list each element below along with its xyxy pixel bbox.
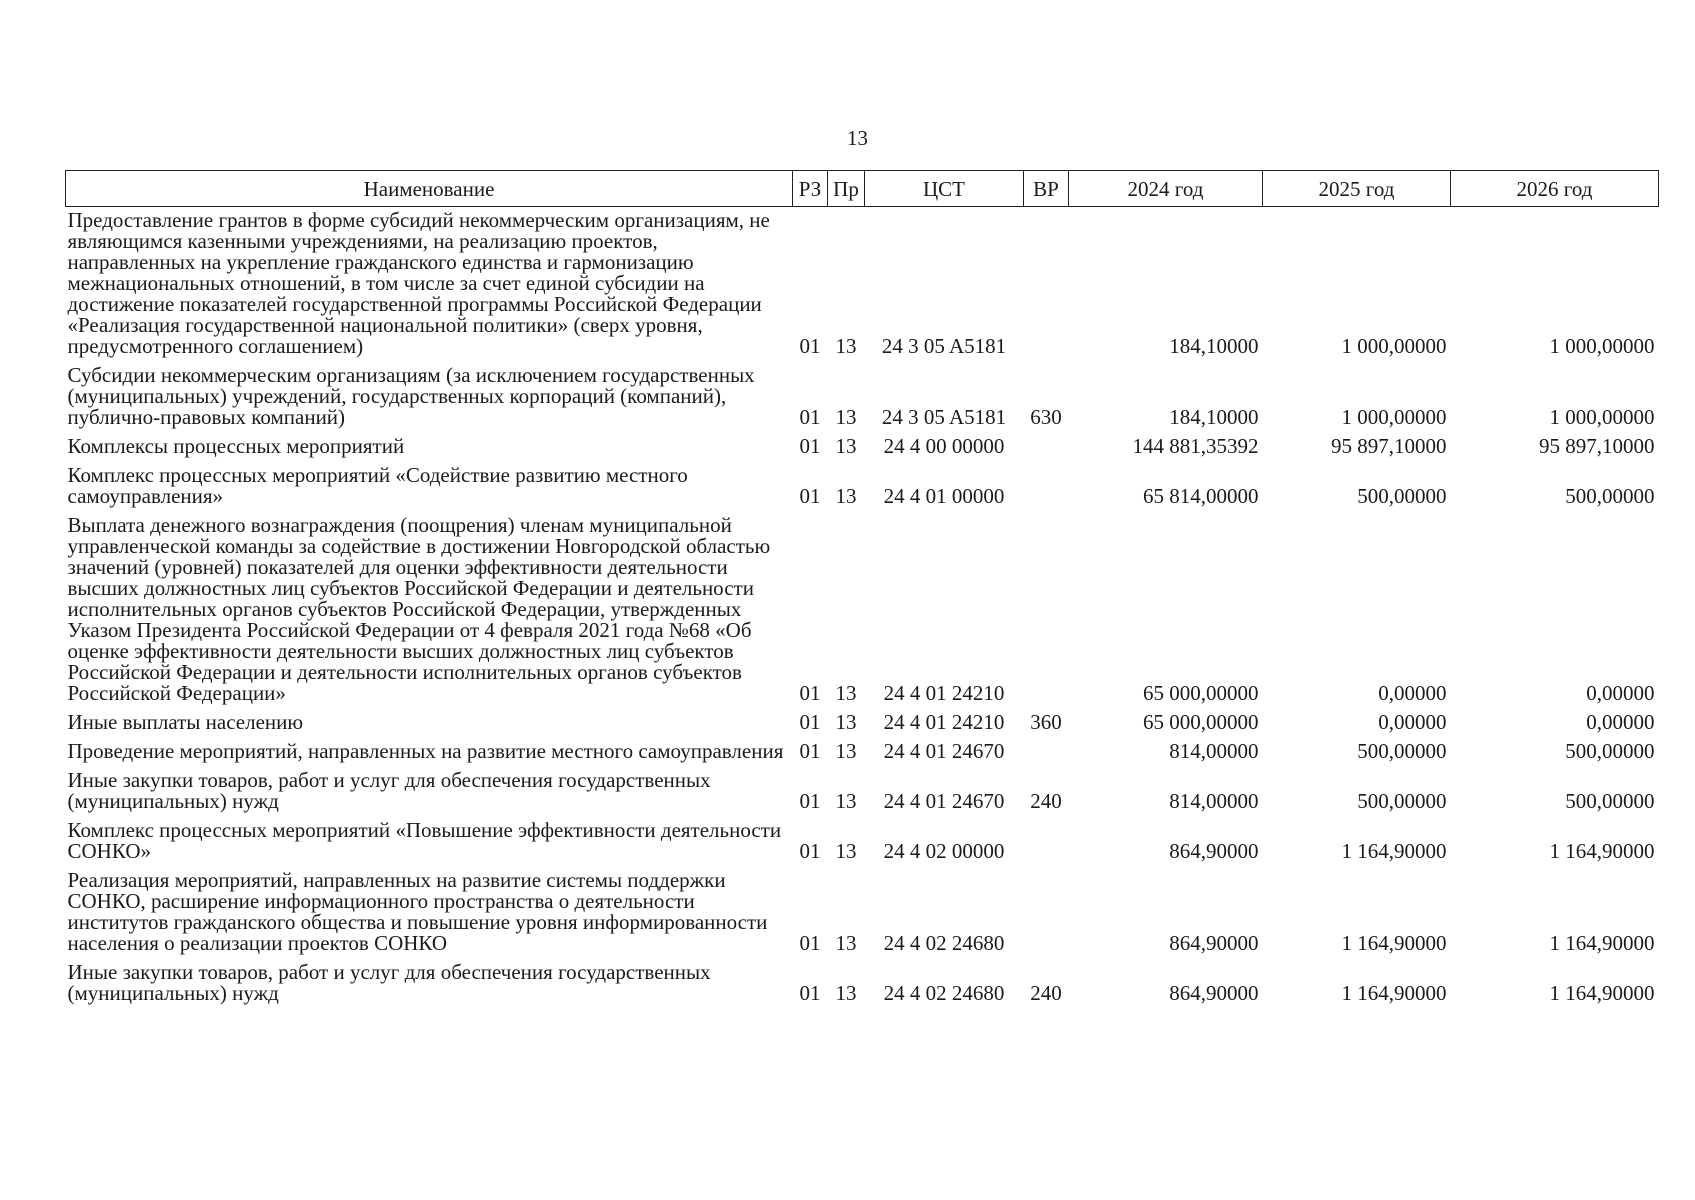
row-name: Иные выплаты населению xyxy=(67,710,304,734)
row-2025: 0,00000 xyxy=(1378,710,1447,734)
row-pr: 13 xyxy=(835,931,857,955)
row-cst: 24 4 01 24210 xyxy=(883,681,1005,705)
row-2024: 184,10000 xyxy=(1169,334,1259,358)
row-rz: 01 xyxy=(799,484,821,508)
row-name: Комплекс процессных мероприятий «Содействие развитию местного самоуправления» xyxy=(67,463,688,508)
header-rz: РЗ xyxy=(793,171,828,207)
header-cst: ЦСТ xyxy=(865,171,1024,207)
row-2025: 500,00000 xyxy=(1357,484,1447,508)
row-cst: 24 4 02 24680 xyxy=(883,931,1005,955)
row-2024: 65 000,00000 xyxy=(1143,681,1259,705)
row-vr xyxy=(1024,863,1069,955)
row-2025: 500,00000 xyxy=(1357,789,1447,813)
row-2025: 1 164,90000 xyxy=(1341,839,1447,863)
row-pr: 13 xyxy=(835,739,857,763)
row-2026: 500,00000 xyxy=(1565,739,1655,763)
row-cst: 24 4 01 24670 xyxy=(883,789,1005,813)
row-name: Иные закупки товаров, работ и услуг для обеспечения государственных (муниципальных) нужд xyxy=(67,960,711,1005)
row-2025: 1 000,00000 xyxy=(1341,405,1447,429)
row-2026: 95 897,10000 xyxy=(1539,434,1655,458)
row-vr xyxy=(1024,458,1069,508)
row-2024: 814,00000 xyxy=(1169,739,1259,763)
row-2024: 65 814,00000 xyxy=(1143,484,1259,508)
table-row xyxy=(66,955,1659,1005)
row-2025: 0,00000 xyxy=(1378,681,1447,705)
table-row xyxy=(66,734,1659,763)
row-vr xyxy=(1024,813,1069,863)
row-name: Комплексы процессных мероприятий xyxy=(67,434,405,458)
row-vr: 630 xyxy=(1030,405,1062,429)
row-name: Предоставление грантов в форме субсидий некоммерческим организациям, не являющимся казенными учреждениями, на реализацию проектов, направленных на укрепление гражданского единства и гармонизацию межнациональных отношений, в том числе за счет единой субсидии на достижение показателей государственной программы Российской Федерации «Реализация государственной национальной политики» (сверх уровня, предусмотренного соглашением) xyxy=(67,208,770,358)
row-2024: 864,90000 xyxy=(1169,981,1259,1005)
row-2024: 144 881,35392 xyxy=(1132,434,1259,458)
row-2026: 1 000,00000 xyxy=(1549,405,1655,429)
row-name: Комплекс процессных мероприятий «Повышение эффективности деятельности СОНКО» xyxy=(67,818,782,863)
table-row xyxy=(66,863,1659,955)
row-rz: 01 xyxy=(799,739,821,763)
table-row xyxy=(66,458,1659,508)
table-row xyxy=(66,207,1659,359)
budget-table xyxy=(65,170,1659,1005)
row-2026: 1 164,90000 xyxy=(1549,839,1655,863)
row-2026: 500,00000 xyxy=(1565,789,1655,813)
row-name: Субсидии некоммерческим организациям (за исключением государственных (муниципальных) учреждений, государственных корпораций (компаний), публично-правовых компаний) xyxy=(67,363,755,429)
row-rz: 01 xyxy=(799,981,821,1005)
row-rz: 01 xyxy=(799,681,821,705)
row-2026: 1 164,90000 xyxy=(1549,931,1655,955)
row-2026: 1 164,90000 xyxy=(1549,981,1655,1005)
header-pr: Пр xyxy=(828,171,865,207)
table-header-row xyxy=(66,171,1659,207)
row-vr: 240 xyxy=(1030,981,1062,1005)
row-rz: 01 xyxy=(799,405,821,429)
table-row xyxy=(66,358,1659,429)
row-name: Проведение мероприятий, направленных на развитие местного самоуправления xyxy=(67,739,784,763)
row-2024: 864,90000 xyxy=(1169,839,1259,863)
header-name: Наименование xyxy=(66,171,793,207)
header-2025: 2025 год xyxy=(1263,171,1451,207)
row-rz: 01 xyxy=(799,931,821,955)
row-2025: 1 164,90000 xyxy=(1341,931,1447,955)
row-2024: 814,00000 xyxy=(1169,789,1259,813)
header-2026: 2026 год xyxy=(1451,171,1659,207)
row-name: Иные закупки товаров, работ и услуг для обеспечения государственных (муниципальных) нужд xyxy=(67,768,711,813)
header-2024: 2024 год xyxy=(1069,171,1263,207)
row-rz: 01 xyxy=(799,434,821,458)
row-cst: 24 4 00 00000 xyxy=(883,434,1005,458)
row-cst: 24 4 01 00000 xyxy=(883,484,1005,508)
table-row xyxy=(66,705,1659,734)
table-row xyxy=(66,429,1659,458)
row-pr: 13 xyxy=(835,981,857,1005)
row-2026: 500,00000 xyxy=(1565,484,1655,508)
row-vr: 240 xyxy=(1030,789,1062,813)
row-pr: 13 xyxy=(835,405,857,429)
row-2024: 65 000,00000 xyxy=(1143,710,1259,734)
row-cst: 24 4 02 24680 xyxy=(883,981,1005,1005)
row-2026: 0,00000 xyxy=(1586,710,1655,734)
row-name: Выплата денежного вознаграждения (поощрения) членам муниципальной управленческой команды за содействие в достижении Новгородской областью значений (уровней) показателей для оценки эффективности деятельности высших должностных лиц субъектов Российской Федерации и деятельности исполнительных органов субъектов Российской Федерации, утвержденных Указом Президента Российской Федерации от 4 февраля 2021 года №68 «Об оценке эффективности деятельности высших должностных лиц субъектов Российской Федерации и деятельности исполнительных органов субъектов Российской Федерации» xyxy=(67,513,771,705)
table-row xyxy=(66,813,1659,863)
row-2025: 500,00000 xyxy=(1357,739,1447,763)
row-vr xyxy=(1024,508,1069,705)
row-rz: 01 xyxy=(799,839,821,863)
table-row xyxy=(66,508,1659,705)
row-2024: 184,10000 xyxy=(1169,405,1259,429)
row-name: Реализация мероприятий, направленных на развитие системы поддержки СОНКО, расширение информационного пространства о деятельности институтов гражданского общества и повышение уровня информированности населения о реализации проектов СОНКО xyxy=(67,868,768,955)
row-cst: 24 3 05 A5181 xyxy=(881,334,1007,358)
row-pr: 13 xyxy=(835,681,857,705)
row-vr: 360 xyxy=(1030,710,1062,734)
row-2026: 0,00000 xyxy=(1586,681,1655,705)
row-2025: 95 897,10000 xyxy=(1331,434,1447,458)
row-pr: 13 xyxy=(835,434,857,458)
row-vr xyxy=(1024,429,1069,458)
row-rz: 01 xyxy=(799,789,821,813)
row-rz: 01 xyxy=(799,334,821,358)
page-number: 13 xyxy=(847,126,868,150)
row-2024: 864,90000 xyxy=(1169,931,1259,955)
row-vr xyxy=(1024,207,1069,359)
row-2025: 1 164,90000 xyxy=(1341,981,1447,1005)
row-pr: 13 xyxy=(835,839,857,863)
row-cst: 24 4 01 24670 xyxy=(883,739,1005,763)
row-vr xyxy=(1024,734,1069,763)
row-2025: 1 000,00000 xyxy=(1341,334,1447,358)
row-pr: 13 xyxy=(835,484,857,508)
table-row xyxy=(66,763,1659,813)
row-rz: 01 xyxy=(799,710,821,734)
row-cst: 24 4 02 00000 xyxy=(883,839,1005,863)
row-cst: 24 4 01 24210 xyxy=(883,710,1005,734)
row-pr: 13 xyxy=(835,789,857,813)
row-pr: 13 xyxy=(835,710,857,734)
header-vr: ВР xyxy=(1024,171,1069,207)
row-pr: 13 xyxy=(835,334,857,358)
row-cst: 24 3 05 A5181 xyxy=(881,405,1007,429)
row-2026: 1 000,00000 xyxy=(1549,334,1655,358)
